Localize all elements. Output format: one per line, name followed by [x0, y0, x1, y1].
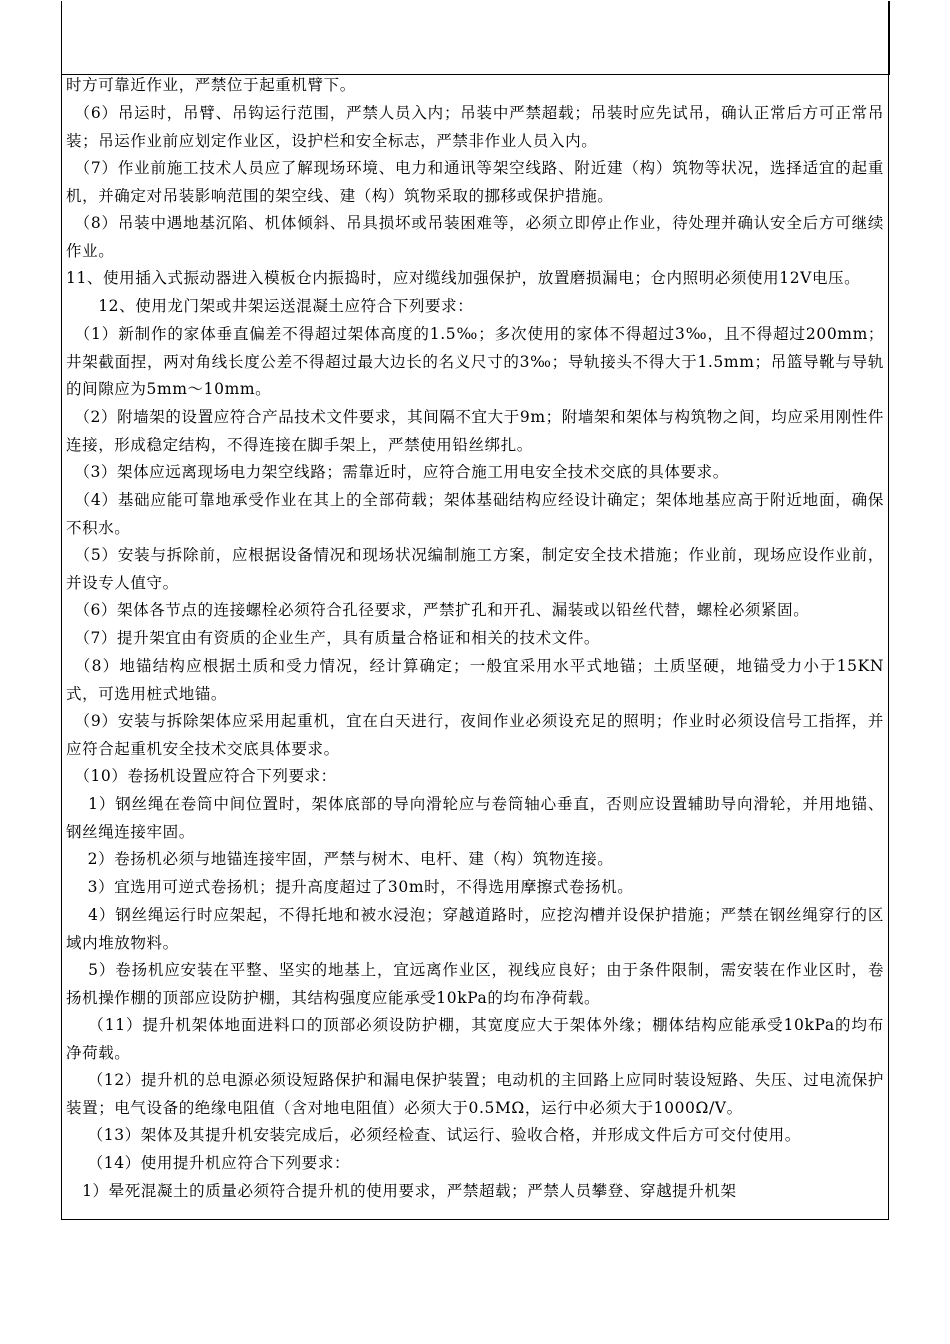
- paragraph: 1）晕死混凝土的质量必须符合提升机的使用要求，严禁超载；严禁人员攀登、穿越提升机架: [66, 1182, 737, 1200]
- paragraph: （6）吊运时，吊臂、吊钩运行范围，严禁人员入内；吊装中严禁超载；吊装时应先试吊，确认正常后方可正常吊装；吊运作业前应划定作业区，设护栏和安全标志，严禁非作业人员入内。: [66, 104, 884, 150]
- paragraph: （1）新制作的家体垂直偏差不得超过架体高度的1.5‰；多次使用的家体不得超过3‰，且不得超过200mm；井架截面捏，两对角线长度公差不得超过最大边长的名义尺寸的3‰；导轨接头不得大于1.5mm；吊篮导靴与导轨的间隙应为5mm～10mm。: [66, 325, 884, 398]
- paragraph: （10）卷扬机设置应符合下列要求：: [66, 767, 337, 785]
- paragraph: （13）架体及其提升机安装完成后，必须经检查、试运行、验收合格，并形成文件后方可交付使用。: [66, 1126, 801, 1144]
- paragraph: （7）提升架宜由有资质的企业生产，具有质量合格证和相关的技术文件。: [66, 629, 601, 647]
- left-border-top-extension: [61, 1, 63, 75]
- paragraph: （14）使用提升机应符合下列要求：: [66, 1154, 351, 1172]
- paragraph: （11）提升机架体地面进料口的顶部必须设防护棚，其宽度应大于架体外缘；棚体结构应能承受10kPa的均布净荷载。: [66, 1016, 884, 1062]
- paragraph: （5）安装与拆除前，应根据设备情况和现场状况编制施工方案，制定安全技术措施；作业前，现场应设作业前，并设专人值守。: [66, 546, 884, 592]
- paragraph: （6）架体各节点的连接螺栓必须符合孔径要求，严禁扩孔和开孔、漏装或以铅丝代替，螺栓必须紧固。: [66, 601, 810, 619]
- paragraph: （9）安装与拆除架体应采用起重机，宜在白天进行，夜间作业必须设充足的照明；作业时必须设信号工指挥，并应符合起重机安全技术交底具体要求。: [66, 712, 884, 758]
- paragraph: 3）宜选用可逆式卷扬机；提升高度超过了30m时，不得选用摩擦式卷扬机。: [66, 878, 634, 896]
- paragraph: 12、使用龙门架或井架运送混凝土应符合下列要求：: [66, 297, 474, 315]
- paragraph: （8）吊装中遇地基沉陷、机体倾斜、吊具损坏或吊装困难等，必须立即停止作业，待处理并确认安全后方可继续作业。: [66, 214, 884, 260]
- paragraph: （12）提升机的总电源必须设短路保护和漏电保护装置；电动机的主回路上应同时装设短路、失压、过电流保护装置；电气设备的绝缘电阻值（含对地电阻值）必须大于0.5MΩ，运行中必须大于1000Ω/V。: [66, 1071, 884, 1117]
- paragraph: （4）基础应能可靠地承受作业在其上的全部荷载；架体基础结构应经设计确定；架体地基应高于附近地面，确保不积水。: [66, 491, 884, 537]
- paragraph: 2）卷扬机必须与地锚连接牢固，严禁与树木、电杆、建（构）筑物连接。: [66, 850, 614, 868]
- paragraph: 11、使用插入式振动器进入模板仓内振捣时，应对缆线加强保护，放置磨损漏电；仓内照明必须使用12V电压。: [66, 269, 861, 287]
- paragraph: （7）作业前施工技术人员应了解现场环境、电力和通讯等架空线路、附近建（构）筑物等状况，选择适宜的起重机，并确定对吊装影响范围的架空线、建（构）筑物采取的挪移或保护措施。: [66, 159, 884, 205]
- paragraph: 4）钢丝绳运行时应架起，不得托地和被水浸泡；穿越道路时，应挖沟槽并设保护措施；严禁在钢丝绳穿行的区域内堆放物料。: [66, 906, 884, 952]
- paragraph: 1）钢丝绳在卷筒中间位置时，架体底部的导向滑轮应与卷筒轴心垂直，否则应设置辅助导向滑轮，并用地锚、钢丝绳连接牢固。: [66, 795, 884, 841]
- right-border-top-extension: [888, 1, 890, 75]
- paragraph: （8）地锚结构应根据土质和受力情况，经计算确定；一般宜采用水平式地锚；土质坚硬，地锚受力小于15KN式，可选用桩式地锚。: [66, 657, 884, 703]
- paragraph: 时方可靠近作业，严禁位于起重机臂下。: [66, 76, 356, 94]
- paragraph: （2）附墙架的设置应符合产品技术文件要求，其间隔不宜大于9m；附墙架和架体与构筑物之间，均应采用刚性件连接，形成稳定结构，不得连接在脚手架上，严禁使用铅丝绑扎。: [66, 408, 884, 454]
- paragraph: （3）架体应远离现场电力架空线路；需靠近时，应符合施工用电安全技术交底的具体要求。: [66, 463, 729, 481]
- paragraph: 5）卷扬机应安装在平整、坚实的地基上，宜远离作业区，视线应良好；由于条件限制，需安装在作业区时，卷扬机操作棚的顶部应设防护棚，其结构强度应能承受10kPa的均布净荷载。: [66, 961, 884, 1007]
